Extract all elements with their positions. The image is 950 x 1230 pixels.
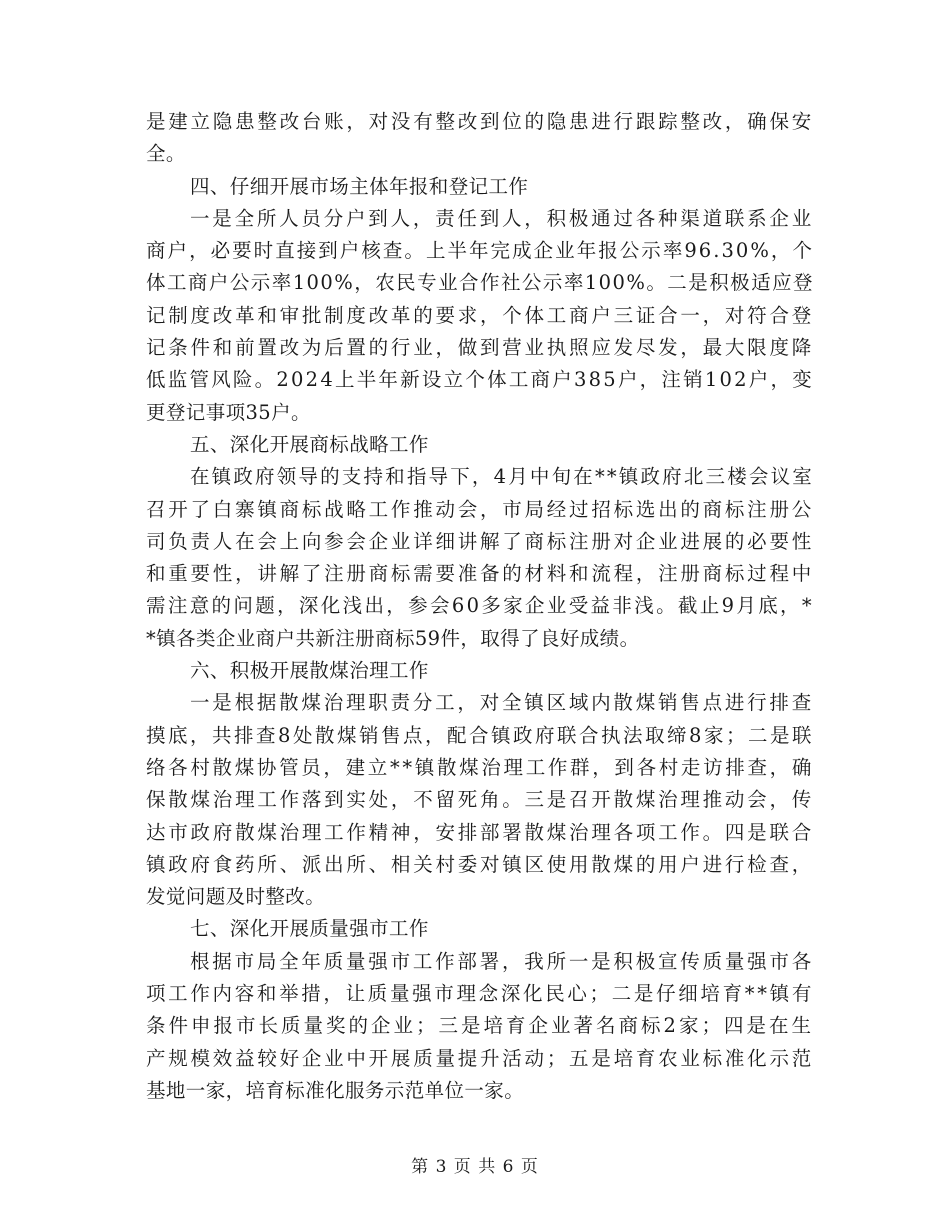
- text-line: 条件申报市长质量奖的企业；三是培育企业著名商标2家；四是在生: [146, 1014, 814, 1038]
- text-line: 全。: [146, 142, 186, 166]
- text-line: 七、深化开展质量强市工作: [190, 917, 429, 941]
- text-line: 一是根据散煤治理职责分工，对全镇区域内散煤销售点进行排查: [190, 691, 814, 715]
- text-line: 根据市局全年质量强市工作部署，我所一是积极宣传质量强市各: [190, 949, 814, 973]
- text-line: 六、积极开展散煤治理工作: [190, 659, 429, 683]
- text-line: 记制度改革和审批制度改革的要求，个体工商户三证合一，对符合登: [146, 303, 814, 327]
- text-line: 产规模效益较好企业中开展质量提升活动；五是培育农业标准化示范: [146, 1046, 814, 1070]
- text-line: 基地一家，培育标准化服务示范单位一家。: [146, 1078, 525, 1102]
- text-line: 记条件和前置改为后置的行业，做到营业执照应发尽发，最大限度降: [146, 336, 814, 360]
- text-line: 是建立隐患整改台账，对没有整改到位的隐患进行跟踪整改，确保安: [146, 110, 814, 133]
- text-line: 和重要性，讲解了注册商标需要准备的材料和流程，注册商标过程中: [146, 562, 814, 586]
- text-line: 需注意的问题，深化浅出，参会60多家企业受益非浅。截止9月底，*: [146, 594, 814, 618]
- text-line: 发觉问题及时整改。: [146, 885, 326, 909]
- text-line: 达市政府散煤治理工作精神，安排部署散煤治理各项工作。四是联合: [146, 820, 814, 844]
- text-line: 商户，必要时直接到户核查。上半年完成企业年报公示率96.30%，个: [146, 239, 814, 263]
- text-line: 司负责人在会上向参会企业详细讲解了商标注册对企业进展的必要性: [146, 529, 814, 553]
- text-line: 更登记事项35户。: [146, 400, 311, 424]
- text-line: 四、仔细开展市场主体年报和登记工作: [190, 174, 529, 198]
- text-line: 低监管风险。2024上半年新设立个体工商户385户，注销102户，变: [146, 368, 814, 392]
- document-body: [146, 106, 814, 1107]
- text-line: 体工商户公示率100%，农民专业合作社公示率100%。二是积极适应登: [146, 271, 814, 295]
- text-line: 摸底，共排查8处散煤销售点，配合镇政府联合执法取缔8家；二是联: [146, 723, 814, 747]
- text-line: 镇政府食药所、派出所、相关村委对镇区使用散煤的用户进行检查，: [146, 852, 814, 876]
- text-line: 保散煤治理工作落到实处，不留死角。三是召开散煤治理推动会，传: [146, 788, 814, 812]
- page-footer: 第 3 页 共 6 页: [411, 1157, 539, 1177]
- text-line: *镇各类企业商户共新注册商标59件，取得了良好成绩。: [146, 626, 640, 650]
- text-line: 络各村散煤协管员，建立**镇散煤治理工作群，到各村走访排查，确: [146, 755, 814, 779]
- text-line: 召开了白寨镇商标战略工作推动会，市局经过招标选出的商标注册公: [146, 497, 814, 521]
- text-line: 项工作内容和举措，让质量强市理念深化民心；二是仔细培育**镇有: [146, 982, 814, 1006]
- text-line: 在镇政府领导的支持和指导下，4月中旬在**镇政府北三楼会议室: [190, 465, 814, 489]
- text-line: 一是全所人员分户到人，责任到人，积极通过各种渠道联系企业: [190, 206, 814, 230]
- text-line: 五、深化开展商标战略工作: [190, 432, 429, 456]
